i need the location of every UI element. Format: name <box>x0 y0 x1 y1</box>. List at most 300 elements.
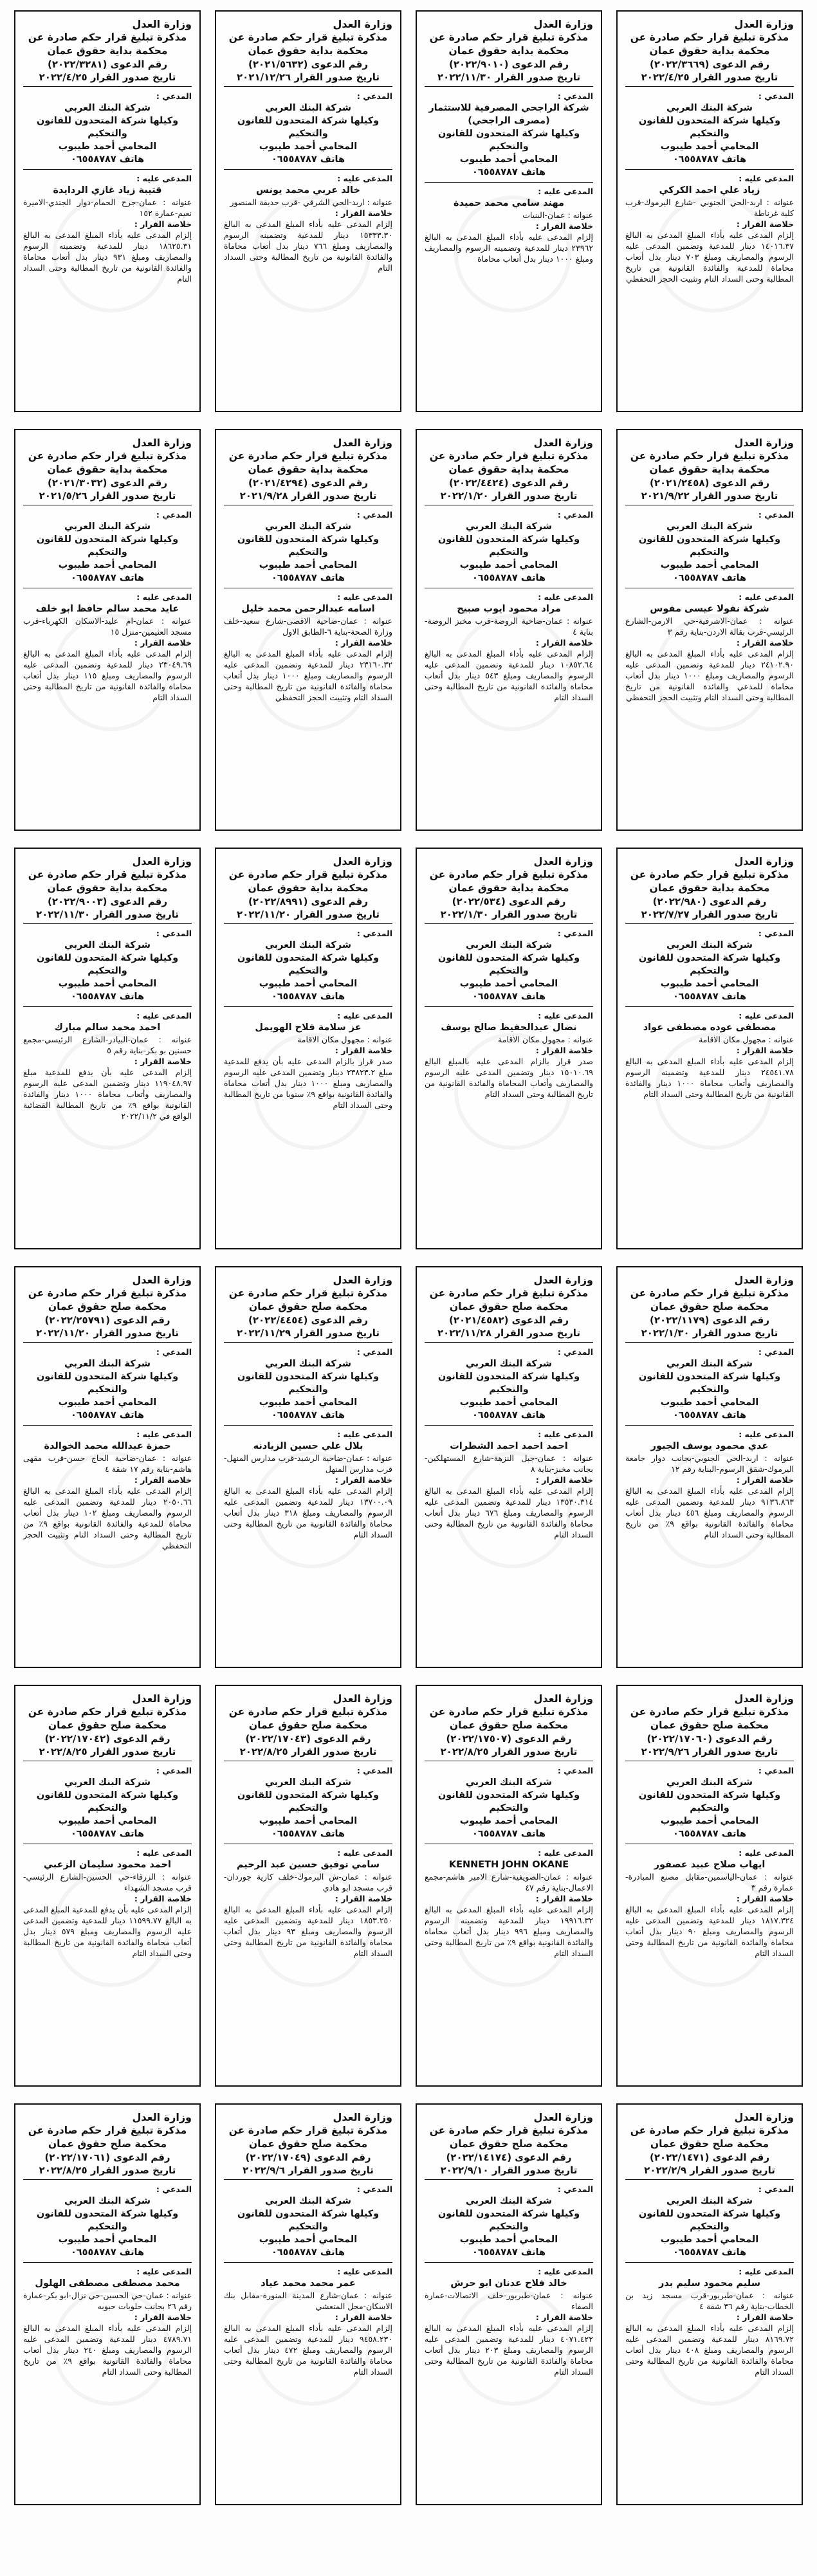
lawyer-name: المحامي أحمد طيبوب <box>259 1816 358 1826</box>
case-number: رقم الدعوى (٢٠٢٢/١٧٠٦٠) <box>647 1733 773 1745</box>
plaintiff-name: شركة البنك العربي <box>264 2196 352 2206</box>
lawyer-phone: هاتف ٠٦٥٥٨٧٨٧ <box>672 992 747 1002</box>
decision-summary: إلزام المدعى عليه بأداء المبلغ المدعى به البالغ ٢٣٩٦٢ دينار للمدعية وتضمينه الرسوم والمصاريف ومبلغ ١٠٠٠ دينار بدل أتعاب محاماة <box>425 232 593 264</box>
decision-summary: إلزام المدعى عليه بأداء المبلغ المدعى به البالغ ٢٤١٠٢.٩٠ دينار للمدعية وتضمين المدعى عليه الرسوم والمصاريف ومبلغ ١٠٠٠ دينار بدل أتعاب محاماة للمدعي والفائدة القانونية من تاريخ المطالبة وحتى السداد التام وتثبيت الحجز التحفظي <box>625 649 794 702</box>
ministry-label: وزارة العدل <box>533 2111 593 2123</box>
summary-label: خلاصة القرار : <box>335 1046 392 1055</box>
divider <box>425 182 593 183</box>
plaintiff-label: المدعي : <box>356 2184 392 2194</box>
decision-summary: إلزام المدعى عليه بأداء المبلغ المدعى به البالغ ١٠٨٥٢.٦٤ دينار للمدعية وتضمين المدعى عليه الرسوم والمصاريف ومبلغ ٥٤٣ دينار بدل أتعاب محاماة والفائدة القانونية من تاريخ المطالبة وحتى السداد التام <box>425 649 594 702</box>
court-notice <box>215 10 401 412</box>
notice-title: مذكرة تبليغ قرار حكم صادرة عن محكمة بداية حقوق عمان <box>28 869 187 894</box>
decision-date: تاريخ صدور القرار ٢٠٢٢/١١/٢٩ <box>224 1327 392 1343</box>
ministry-label: وزارة العدل <box>132 2111 192 2123</box>
divider <box>23 169 192 170</box>
agent-line: وكيلها شركة المتحدون للقانون والتحكيم <box>437 2209 580 2232</box>
court-notice <box>416 10 602 412</box>
notice-title: مذكرة تبليغ قرار حكم صادرة عن محكمة بداية حقوق عمان <box>28 450 187 475</box>
case-number: رقم الدعوى (٢٠٢١/٤٢٩٤) <box>248 477 368 489</box>
defendant-address: عنوانه : عمان-ضاحية الروضة-قرب مخبز الروضة-بناية ٤ <box>425 616 593 637</box>
plaintiff-label: المدعي : <box>356 1347 392 1357</box>
lawyer-name: المحامي أحمد طيبوب <box>459 979 558 989</box>
case-number: رقم الدعوى (٢٠٢٢/١٧٠٤٩) <box>245 2152 371 2163</box>
divider <box>23 1006 192 1007</box>
defendant-label: المدعى عليه : <box>739 1848 794 1858</box>
agent-line: وكيلها شركة المتحدون للقانون والتحكيم <box>36 534 179 558</box>
lawyer-name: المحامي أحمد طيبوب <box>58 1397 157 1408</box>
court-notice <box>14 848 201 1249</box>
defendant-name: اسامه عبدالرحمن محمد خليل <box>241 604 375 614</box>
defendant-label: المدعى عليه : <box>337 1848 392 1858</box>
lawyer-phone: هاتف ٠٦٥٥٨٧٨٧ <box>672 1410 747 1420</box>
decision-summary: إلزام المدعى عليه بأداء المبلغ المدعى به البالغ ٩١٣٦.٨٦٣ دينار للمدعية وتضمين المدعى عليه الرسوم والمصاريف ومبلغ ٤٥٦ دينار بدل أتعاب محاماة والفائدة القانونية بواقع ٩٪ من تاريخ المطالبة وحتى السداد التام <box>625 1486 794 1539</box>
defendant-name: خالد فلاح عدنان ابو حرش <box>450 2278 567 2289</box>
agent-line: وكيلها شركة المتحدون للقانون والتحكيم <box>36 116 179 139</box>
plaintiff-label: المدعي : <box>557 1347 593 1357</box>
plaintiff-label: المدعي : <box>758 510 794 520</box>
defendant-name: سامي توفيق حسين عبد الرحيم <box>236 1860 380 1870</box>
decision-summary: إلزام المدعى عليه بأداء المبلغ المدعى به البالغ ٤٧٨٩.٧١ دينار للمدعية وتضمين المدعى عليه الرسوم والمصاريف ومبلغ ٢٤٠ دينار بدل أتعاب محاماة والفائدة القانونية بواقع ٩٪ من تاريخ المطالبة وحتى السداد التام <box>23 2323 192 2377</box>
divider <box>23 2262 192 2263</box>
ministry-label: وزارة العدل <box>734 2111 794 2123</box>
summary-label: خلاصة القرار : <box>134 638 192 648</box>
summary-label: خلاصة القرار : <box>736 1046 794 1055</box>
plaintiff-label: المدعي : <box>156 1766 192 1775</box>
summary-label: خلاصة القرار : <box>134 1894 192 1903</box>
defendant-name: عمر محمد محمد عياد <box>261 2278 356 2289</box>
plaintiff-label: المدعي : <box>557 1766 593 1775</box>
defendant-name: KENNETH JOHN OKANE <box>448 1860 569 1870</box>
agent-line: وكيلها شركة المتحدون للقانون والتحكيم <box>237 116 380 139</box>
agent-line: وكيلها شركة المتحدون للقانون والتحكيم <box>237 1372 380 1395</box>
defendant-label: المدعى عليه : <box>538 2267 593 2276</box>
case-number: رقم الدعوى (٢٠٢١/٣٠٣٢) <box>48 477 167 489</box>
plaintiff-label: المدعي : <box>557 510 593 520</box>
defendant-address: عنوانه : اربد-الحي الجنوبي-بجانب دوار جامعة اليرموك-شقق الرسوم-البناية رقم ١٢ <box>625 1453 794 1474</box>
notice-title: مذكرة تبليغ قرار حكم صادرة عن محكمة صلح حقوق عمان <box>28 2125 187 2150</box>
notice-title: مذكرة تبليغ قرار حكم صادرة عن محكمة صلح حقوق عمان <box>228 1287 388 1312</box>
defendant-address: عنوانه : عمان-الياسمين-مقابل مصنع المبادرة-عمارة رقم ٣ <box>625 1872 794 1892</box>
lawyer-name: المحامي أحمد طيبوب <box>459 560 558 570</box>
decision-date: تاريخ صدور القرار ٢٠٢١/٩/٢٨ <box>224 489 392 505</box>
case-number: رقم الدعوى (٢٠٢٢/٩٨٠) <box>652 896 767 907</box>
lawyer-phone: هاتف ٠٦٥٥٨٧٨٧ <box>70 1410 145 1420</box>
divider <box>625 1425 794 1426</box>
case-number: رقم الدعوى (٢٠٢٢/٣٢٨١) <box>48 59 167 70</box>
divider <box>625 1006 794 1007</box>
defendant-label: المدعى عليه : <box>739 1011 794 1020</box>
defendant-address: عنوانه : مجهول مكان الاقامة <box>699 1035 794 1044</box>
decision-date: تاريخ صدور القرار ٢٠٢٢/١/٢٠ <box>425 489 593 505</box>
lawyer-name: المحامي أحمد طيبوب <box>660 1816 759 1826</box>
case-number: رقم الدعوى (٢٠٢٢/١٧٠٤٣) <box>245 1733 371 1745</box>
notice-title: مذكرة تبليغ قرار حكم صادرة عن محكمة بداية حقوق عمان <box>228 450 388 475</box>
lawyer-phone: هاتف ٠٦٥٥٨٧٨٧ <box>472 2247 546 2258</box>
defendant-name: عدي محمود يوسف الجبور <box>650 1441 769 1451</box>
decision-date: تاريخ صدور القرار ٢٠٢٢/١/٣٠ <box>625 1327 794 1343</box>
case-number: رقم الدعوى (٢٠٢١/٢٤٥٨) <box>650 477 769 489</box>
lawyer-name: المحامي أحمد طيبوب <box>259 2235 358 2245</box>
lawyer-phone: هاتف ٠٦٥٥٨٧٨٧ <box>70 2247 145 2258</box>
plaintiff-label: المدعي : <box>156 2184 192 2194</box>
defendant-name: نضال عبدالحفيظ صالح يوسف <box>441 1022 577 1033</box>
plaintiff-name: شركة البنك العربي <box>64 522 151 532</box>
agent-line: وكيلها شركة المتحدون للقانون والتحكيم <box>437 534 580 558</box>
decision-summary: إلزام المدعى عليه بأداء المبلغ المدعى به البالغ ١٨٥٣.٢٥٠ دينار للمدعية وتضمين المدعى عليه الرسوم والمصاريف ومبلغ ٩٣ دينار بدل أتعاب محاماة والفائدة القانونية من تاريخ المطالبة وحتى السداد التام <box>224 1905 393 1958</box>
ministry-label: وزارة العدل <box>533 1692 593 1705</box>
notice-title: مذكرة تبليغ قرار حكم صادرة عن محكمة بداية حقوق عمان <box>228 32 388 57</box>
lawyer-phone: هاتف ٠٦٥٥٨٧٨٧ <box>271 154 345 165</box>
lawyer-name: المحامي أحمد طيبوب <box>660 141 759 152</box>
defendant-address: عنوانه : اربد-الحي الشرقي -قرب حديقة المنصور <box>230 197 392 207</box>
defendant-address: عنوانه : عمان-الاشرفية-حي الارمن-الشارع الرئيسي-قرب بقالة الاردن-بناية رقم ٣ <box>625 616 794 637</box>
agent-line: وكيلها شركة المتحدون للقانون والتحكيم <box>437 953 580 976</box>
defendant-label: المدعى عليه : <box>739 174 794 183</box>
defendant-label: المدعى عليه : <box>337 174 392 183</box>
summary-label: خلاصة القرار : <box>335 638 392 648</box>
summary-label: خلاصة القرار : <box>535 2312 593 2322</box>
defendant-label: المدعى عليه : <box>337 1429 392 1439</box>
defendant-address: عنوانه : اربد-الحي الجنوبي -شارع اليرموك-قرب كلية غرناطة <box>625 197 794 218</box>
ministry-label: وزارة العدل <box>333 1692 392 1705</box>
defendant-label: المدعى عليه : <box>739 1429 794 1439</box>
notice-title: مذكرة تبليغ قرار حكم صادرة عن محكمة صلح حقوق عمان <box>28 1287 187 1312</box>
decision-summary: إلزام المدعى عليه بأداء المبلغ المدعى به البالغ ١٩٩١٦.٣٢ دينار للمدعية وتضمينه الرسوم والمصاريف ومبلغ ٩٩٦ دينار بدل أتعاب محاماة والفائدة القانونية بواقع ٩٪ من تاريخ المطالبة وحتى السداد التام <box>425 1905 593 1958</box>
lawyer-name: المحامي أحمد طيبوب <box>660 1397 759 1408</box>
decision-summary: صدر قرار بالزام المدعى عليه بأن يدفع للمدعية مبلغ ٢٣٨٢٣.٢ دينار وتضمين المدعى عليه الرسوم والمصاريف ومبلغ ١٠٠٠ دينار بدل أتعاب محاماة والفائدة القانونية بواقع ٩٪ سنويا من تاريخ المطالبة وحتى السداد التام <box>224 1057 393 1110</box>
plaintiff-name: شركة البنك العربي <box>264 1777 352 1788</box>
summary-label: خلاصة القرار : <box>736 638 794 648</box>
decision-date: تاريخ صدور القرار ٢٠٢١/١٢/٢٦ <box>224 71 392 87</box>
decision-date: تاريخ صدور القرار ٢٠٢٢/٨/٢٥ <box>23 1745 192 1761</box>
court-notice <box>616 2103 803 2505</box>
ministry-label: وزارة العدل <box>132 437 192 449</box>
notice-title: مذكرة تبليغ قرار حكم صادرة عن محكمة صلح حقوق عمان <box>228 1706 388 1731</box>
summary-label: خلاصة القرار : <box>535 1475 593 1485</box>
case-number: رقم الدعوى (٢٠٢٢/٤٤٥٤) <box>248 1314 368 1326</box>
divider <box>625 169 794 170</box>
agent-line: وكيلها شركة المتحدون للقانون والتحكيم <box>437 1790 580 1813</box>
plaintiff-label: المدعي : <box>156 91 192 101</box>
ministry-label: وزارة العدل <box>734 1274 794 1286</box>
decision-date: تاريخ صدور القرار ٢٠٢٢/١١/٣٠ <box>425 71 593 87</box>
lawyer-phone: هاتف ٠٦٥٥٨٧٨٧ <box>70 573 145 583</box>
plaintiff-label: المدعي : <box>356 929 392 938</box>
summary-label: خلاصة القرار : <box>134 1475 192 1485</box>
ministry-label: وزارة العدل <box>734 18 794 30</box>
agent-line: وكيلها شركة المتحدون للقانون والتحكيم <box>237 534 380 558</box>
plaintiff-name: شركة البنك العربي <box>666 103 753 113</box>
plaintiff-name: شركة البنك العربي <box>264 940 352 950</box>
lawyer-name: المحامي أحمد طيبوب <box>259 560 358 570</box>
divider <box>224 1006 392 1007</box>
ministry-label: وزارة العدل <box>734 437 794 449</box>
plaintiff-name: شركة البنك العربي <box>64 940 151 950</box>
defendant-label: المدعى عليه : <box>538 1848 593 1858</box>
plaintiff-name: شركة البنك العربي <box>666 522 753 532</box>
plaintiff-label: المدعي : <box>758 2184 794 2194</box>
summary-label: خلاصة القرار : <box>134 219 192 229</box>
decision-summary: إلزام المدعى عليه بأداء المبلغ المدعى به البالغ ١٣٧٠٠.٠٩ دينار للمدعية وتضمين المدعى عليه الرسوم والمصاريف ومبلغ ٣١٨ دينار بدل أتعاب محاماة والفائدة القانونية من تاريخ المطالبة وحتى السداد التام <box>224 1486 393 1539</box>
plaintiff-name: شركة البنك العربي <box>64 1359 151 1369</box>
decision-date: تاريخ صدور القرار ٢٠٢٢/٩/٢٦ <box>625 1745 794 1761</box>
lawyer-phone: هاتف ٠٦٥٥٨٧٨٧ <box>472 167 546 177</box>
plaintiff-name: شركة البنك العربي <box>465 1777 553 1788</box>
court-notice <box>14 429 201 831</box>
lawyer-name: المحامي أحمد طيبوب <box>459 1816 558 1826</box>
summary-label: خلاصة القرار : <box>535 638 593 648</box>
decision-summary: إلزام المدعى عليه بأداء المبلغ المدعى به البالغ ١٣٥٣٠.٣١٤ دينار للمدعية وتضمين المدعى عليه الرسوم والمصاريف ومبلغ ٦٧٦ دينار بدل أتعاب محاماة والفائدة القانونية من تاريخ المطالبة وحتى السداد التام <box>425 1486 594 1539</box>
case-number: رقم الدعوى (٢٠٢٢/٥٣٤) <box>452 896 566 907</box>
defendant-label: المدعى عليه : <box>739 592 794 602</box>
defendant-label: المدعى عليه : <box>337 1011 392 1020</box>
defendant-name: احمد محمود سليمان الزعبي <box>44 1860 171 1870</box>
divider <box>224 2262 392 2263</box>
court-notice <box>416 429 602 831</box>
court-notice <box>215 2103 401 2505</box>
notice-title: مذكرة تبليغ قرار حكم صادرة عن محكمة صلح حقوق عمان <box>630 1706 789 1731</box>
lawyer-phone: هاتف ٠٦٥٥٨٧٨٧ <box>672 2247 747 2258</box>
lawyer-phone: هاتف ٠٦٥٥٨٧٨٧ <box>70 154 145 165</box>
plaintiff-label: المدعي : <box>758 929 794 938</box>
plaintiff-name: شركة البنك العربي <box>64 1777 151 1788</box>
agent-line: وكيلها شركة المتحدون للقانون والتحكيم <box>36 2209 179 2232</box>
summary-label: خلاصة القرار : <box>134 1057 192 1066</box>
defendant-name: سليم محمود سليم بدر <box>659 2278 760 2289</box>
plaintiff-label: المدعي : <box>758 91 794 101</box>
ministry-label: وزارة العدل <box>333 18 392 30</box>
decision-summary: إلزام المدعى عليه بأداء المبلغ المدعى به البالغ ٢٣١٦٠.٣٢ دينار للمدعية وتضمين المدعى عليه الرسوم والمصاريف ومبلغ ١٠٠٠ دينار بدل أتعاب محاماة والفائدة القانونية من تاريخ المطالبة وحتى السداد التام وتثبيت الحجز التحفظي <box>224 649 392 702</box>
court-notice <box>215 1685 401 2087</box>
summary-label: خلاصة القرار : <box>335 208 392 218</box>
lawyer-name: المحامي أحمد طيبوب <box>459 2235 558 2245</box>
defendant-label: المدعى عليه : <box>538 1011 593 1020</box>
court-notice <box>14 1266 201 1668</box>
defendant-address: عنوانه : عمان-طبربور-قرب مسجد زيد بن الخطاب-بناية رقم ٣٦ شقة ٤ <box>625 2290 794 2311</box>
plaintiff-label: المدعي : <box>356 510 392 520</box>
defendant-name: مهند سامي محمد حميدة <box>454 198 564 208</box>
ministry-label: وزارة العدل <box>333 855 392 867</box>
agent-line: وكيلها شركة المتحدون للقانون والتحكيم <box>237 2209 380 2232</box>
case-number: رقم الدعوى (٢٠٢٢/٩٠١٠) <box>449 59 569 70</box>
court-notice <box>416 1266 602 1668</box>
notice-title: مذكرة تبليغ قرار حكم صادرة عن محكمة بداية حقوق عمان <box>429 32 589 57</box>
defendant-address: عنوانه : عمان-البنيات <box>522 210 593 220</box>
lawyer-phone: هاتف ٠٦٥٥٨٧٨٧ <box>672 573 747 583</box>
plaintiff-label: المدعي : <box>156 1347 192 1357</box>
case-number: رقم الدعوى (٢٠٢٢/١٤١٧٤) <box>446 2152 572 2163</box>
court-notice <box>616 10 803 412</box>
ministry-label: وزارة العدل <box>533 855 593 867</box>
notice-title: مذكرة تبليغ قرار حكم صادرة عن محكمة صلح حقوق عمان <box>429 1287 589 1312</box>
defendant-name: ايهاب صلاح عبيد عصفور <box>654 1860 766 1870</box>
decision-date: تاريخ صدور القرار ٢٠٢٢/٨/٢٥ <box>23 2164 192 2180</box>
defendant-address: عنوانه : عمان-شارع المدينة المنورة-مقابل بنك الاسكان-محل المنعشي <box>224 2290 392 2311</box>
ministry-label: وزارة العدل <box>734 855 794 867</box>
court-notice <box>215 848 401 1249</box>
court-notice <box>616 1685 803 2087</box>
summary-label: خلاصة القرار : <box>535 1046 593 1055</box>
divider <box>23 1425 192 1426</box>
decision-summary: إلزام المدعى عليه بأداء المبلغ المدعى به البالغ ١٥٣٣٣.٣٠ دينار للمدعية وتضمينه الرسوم والمصاريف ومبلغ ٧٦٦ دينار بدل أتعاب محاماة والفائدة القانونية من تاريخ المطالبة وحتى السداد التام <box>224 219 392 273</box>
lawyer-name: المحامي أحمد طيبوب <box>58 560 157 570</box>
defendant-address: عنوانه : عمان-البيادر-الشارع الرئيسي-مجمع حسنين بو بكر-بناية رقم ٥ <box>23 1035 192 1055</box>
case-number: رقم الدعوى (٢٠٢٢/٣٦٦٩) <box>650 59 769 70</box>
plaintiff-name: شركة البنك العربي <box>465 940 553 950</box>
summary-label: خلاصة القرار : <box>335 1475 392 1485</box>
lawyer-name: المحامي أحمد طيبوب <box>660 2235 759 2245</box>
plaintiff-name: شركة البنك العربي <box>64 103 151 113</box>
court-notice <box>215 1266 401 1668</box>
defendant-label: المدعى عليه : <box>136 1429 192 1439</box>
defendant-name: قتيبة زياد غازي الردايدة <box>53 185 162 195</box>
agent-line: وكيلها شركة المتحدون للقانون والتحكيم <box>36 1372 179 1395</box>
lawyer-name: المحامي أحمد طيبوب <box>459 1397 558 1408</box>
court-notice <box>416 2103 602 2505</box>
decision-date: تاريخ صدور القرار ٢٠٢٢/٤/٢٥ <box>625 71 794 87</box>
ministry-label: وزارة العدل <box>132 855 192 867</box>
plaintiff-label: المدعي : <box>758 1766 794 1775</box>
case-number: رقم الدعوى (٢٠٢٢/٢٥٧٩١) <box>44 1314 170 1326</box>
agent-line: وكيلها شركة المتحدون للقانون والتحكيم <box>36 953 179 976</box>
defendant-name: شركة نقولا عيسى مقوس <box>650 604 769 614</box>
defendant-label: المدعى عليه : <box>538 592 593 602</box>
case-number: رقم الدعوى (٢٠٢٢/١٧٠٤٢) <box>44 1733 170 1745</box>
decision-summary: إلزام المدعى عليه بأداء المبلغ المدعى به البالغ ١٨١٧.٣٢٤ دينار للمدعية وتضمين المدعى عليه الرسوم والمصاريف ومبلغ ٩٠ دينار بدل أتعاب محاماة والفائدة القانونية من تاريخ المطالبة وحتى السداد التام <box>625 1905 794 1958</box>
lawyer-phone: هاتف ٠٦٥٥٨٧٨٧ <box>472 1829 546 1839</box>
decision-summary: إلزام المدعى عليه بأداء المبلغ المدعى به البالغ ٢٠٥٠.٦٦ دينار للمدعية وتضمين المدعى عليه الرسوم والمصاريف ومبلغ ١٠٢ دينار بدل أتعاب محاماة للمدعية والفائدة القانونية بواقع ٩٪ من تاريخ المطالبة وحتى السداد التام وتثبيت الحجز التحفظي <box>23 1486 192 1550</box>
divider <box>425 1006 593 1007</box>
decision-date: تاريخ صدور القرار ٢٠٢٢/٨/٢٥ <box>224 1745 392 1761</box>
lawyer-phone: هاتف ٠٦٥٥٨٧٨٧ <box>472 573 546 583</box>
lawyer-name: المحامي أحمد طيبوب <box>58 141 157 152</box>
decision-summary: إلزام المدعى عليه بأن يدفع للمدعية مبلغ ١١٩٠٤٨.٩٧ دينار وتضمين المدعى عليه الرسوم والمصاريف وأتعاب محاماة ١٠٠٠ دينار والفائدة القانونية بواقع ٩٪ من تاريخ المطالبة القضائية الواقع في ٢٠٢٢/١١/٢ <box>23 1067 192 1121</box>
ministry-label: وزارة العدل <box>132 18 192 30</box>
plaintiff-name: شركة البنك العربي <box>64 2196 151 2206</box>
court-notice <box>416 848 602 1249</box>
summary-label: خلاصة القرار : <box>335 2312 392 2322</box>
decision-summary: إلزام المدعى عليه بأداء المبلغ المدعى به البالغ ٢٤٥٤١.٧٨ دينار للمدعية وتضمينه الرسوم والمصاريف وأتعاب محاماة ١٠٠٠ دينار والفائدة القانونية من تاريخ المطالبة وحتى السداد التام <box>625 1057 794 1099</box>
ministry-label: وزارة العدل <box>333 2111 392 2123</box>
lawyer-phone: هاتف ٠٦٥٥٨٧٨٧ <box>271 992 345 1002</box>
defendant-label: المدعى عليه : <box>337 592 392 602</box>
agent-line: وكيلها شركة المتحدون للقانون والتحكيم <box>437 129 580 152</box>
lawyer-phone: هاتف ٠٦٥٥٨٧٨٧ <box>472 992 546 1002</box>
defendant-name: مصطفى عوده مصطفى عواد <box>643 1022 776 1033</box>
notice-title: مذكرة تبليغ قرار حكم صادرة عن محكمة بداية حقوق عمان <box>28 32 187 57</box>
decision-date: تاريخ صدور القرار ٢٠٢٢/٢/٩ <box>625 2164 794 2180</box>
defendant-name: عايد محمد سالم حافظ ابو خلف <box>35 604 179 614</box>
case-number: رقم الدعوى (٢٠٢١/٥٦٣٢) <box>248 59 368 70</box>
summary-label: خلاصة القرار : <box>736 219 794 229</box>
defendant-label: المدعى عليه : <box>136 1848 192 1858</box>
lawyer-name: المحامي أحمد طيبوب <box>259 979 358 989</box>
defendant-name: عز سلامة فلاح الهويمل <box>255 1022 362 1033</box>
agent-line: وكيلها شركة المتحدون للقانون والتحكيم <box>237 953 380 976</box>
plaintiff-name: شركة البنك العربي <box>666 1777 753 1788</box>
defendant-name: بلال علي حسين الزيادنه <box>253 1441 363 1451</box>
summary-label: خلاصة القرار : <box>736 2312 794 2322</box>
court-notice <box>416 1685 602 2087</box>
case-number: رقم الدعوى (٢٠٢٢/١٧٠٦١) <box>44 2152 170 2163</box>
court-notice <box>616 1266 803 1668</box>
divider <box>224 1425 392 1426</box>
defendant-address: عنوانه : عمان-طبربور-خلف الاتصالات-عمارة الصفاء <box>425 2290 593 2311</box>
defendant-address: عنوانه : مجهول مكان الاقامة <box>498 1035 593 1044</box>
ministry-label: وزارة العدل <box>132 1692 192 1705</box>
defendant-address: عنوانه : عمان-جبل النزهة-شارع المستهلكين-بجانب مخبز-بناية ٨ <box>425 1453 593 1474</box>
agent-line: وكيلها شركة المتحدون للقانون والتحكيم <box>638 534 781 558</box>
lawyer-name: المحامي أحمد طيبوب <box>259 1397 358 1408</box>
case-number: رقم الدعوى (٢٠٢٢/١٤٧١) <box>650 2152 769 2163</box>
decision-summary: إلزام المدعى عليه بأداء المبلغ المدعى به البالغ ١٨٦٢٥.٣١ دينار للمدعية وتضمينه الرسوم والمصاريف ومبلغ ٩٣١ دينار بدل أتعاب محاماة والفائدة القانونية من تاريخ المطالبة وحتى السداد التام <box>23 230 192 284</box>
divider <box>425 1425 593 1426</box>
case-number: رقم الدعوى (٢٠٢٢/٨٩٩١) <box>248 896 368 907</box>
defendant-name: خالد عربي محمد يونس <box>256 185 360 195</box>
divider <box>425 2262 593 2263</box>
decision-summary: إلزام المدعى عليه بأن يدفع للمدعية المبلغ المدعى به البالغ ١١٥٩٩.٧٧ دينار للمدعية وتضمين المدعى عليه الرسوم والمصاريف ومبلغ ٥٧٩ دينار بدل أتعاب محاماة والفائدة القانونية من تاريخ المطالبة وحتى السداد التام <box>23 1905 192 1958</box>
notice-title: مذكرة تبليغ قرار حكم صادرة عن محكمة صلح حقوق عمان <box>630 1287 789 1312</box>
plaintiff-name: شركة البنك العربي <box>465 2196 553 2206</box>
defendant-label: المدعى عليه : <box>337 2267 392 2276</box>
notice-title: مذكرة تبليغ قرار حكم صادرة عن محكمة صلح حقوق عمان <box>228 2125 388 2150</box>
defendant-label: المدعى عليه : <box>136 1011 192 1020</box>
notice-title: مذكرة تبليغ قرار حكم صادرة عن محكمة بداية حقوق عمان <box>429 869 589 894</box>
decision-summary: إلزام المدعى عليه بأداء المبلغ المدعى به البالغ ٩٤٥٨.٢٣٠ دينار للمدعية وتضمين المدعى عليه الرسوم والمصاريف ومبلغ ٤٧٢ دينار بدل أتعاب محاماة والفائدة القانونية من تاريخ المطالبة وحتى السداد التام <box>224 2323 393 2377</box>
plaintiff-label: المدعي : <box>758 1347 794 1357</box>
defendant-address: عنوانه : عمان-ضاحية الاقصى-شارع سعيد-خلف وزارة الصحة-بناية ٦-الطابق الاول <box>224 616 392 637</box>
decision-date: تاريخ صدور القرار ٢٠٢٢/١١/٢٠ <box>23 1327 192 1343</box>
divider <box>224 169 392 170</box>
lawyer-phone: هاتف ٠٦٥٥٨٧٨٧ <box>70 992 145 1002</box>
plaintiff-label: المدعي : <box>557 2184 593 2194</box>
summary-label: خلاصة القرار : <box>736 1475 794 1485</box>
defendant-address: عنوانه : الزرقاء-حي الحسين-الشارع الرئيسي-قرب مسجد الشهداء <box>23 1872 192 1892</box>
summary-label: خلاصة القرار : <box>535 1894 593 1903</box>
ministry-label: وزارة العدل <box>734 1692 794 1705</box>
lawyer-phone: هاتف ٠٦٥٥٨٧٨٧ <box>271 573 345 583</box>
agent-line: وكيلها شركة المتحدون للقانون والتحكيم <box>237 1790 380 1813</box>
defendant-label: المدعى عليه : <box>136 592 192 602</box>
decision-summary: إلزام المدعى عليه بأداء المبلغ المدعى به البالغ ٨١٦٩.٧٢ دينار للمدعية وتضمين المدعى عليه الرسوم والمصاريف ومبلغ ٤٠٨ دينار بدل أتعاب محاماة والفائدة القانونية من تاريخ المطالبة وحتى السداد التام <box>625 2323 794 2377</box>
agent-line: وكيلها شركة المتحدون للقانون والتحكيم <box>437 1372 580 1395</box>
case-number: رقم الدعوى (٢٠٢٢/٤٤٢٤) <box>449 477 569 489</box>
decision-summary: صدر قرار بالزام المدعى عليه بالمبلغ البالغ ١٥٠١٠.٦٩ دينار وتضمين المدعى عليه الرسوم والمصاريف وأتعاب المحاماة والفائدة القانونية من تاريخ المطالبة وحتى السداد التام <box>425 1057 593 1099</box>
ministry-label: وزارة العدل <box>533 18 593 30</box>
defendant-label: المدعى عليه : <box>136 174 192 183</box>
agent-line: وكيلها شركة المتحدون للقانون والتحكيم <box>36 1790 179 1813</box>
defendant-address: عنوانه : عمان-الصويفية-شارع الامير هاشم-مجمع الاعمال-بناية رقم ٤٧ <box>425 1872 593 1892</box>
defendant-name: زياد علي احمد الكركي <box>659 185 760 195</box>
lawyer-phone: هاتف ٠٦٥٥٨٧٨٧ <box>672 154 747 165</box>
decision-summary: إلزام المدعى عليه بأداء المبلغ المدعى به البالغ ٢٣٠٤٩.٦٩ دينار للمدعية وتضمين المدعى عليه الرسوم والمصاريف ومبلغ ١١٥ دينار بدل أتعاب محاماة والفائدة القانونية من تاريخ المطالبة وحتى السداد التام <box>23 649 192 702</box>
summary-label: خلاصة القرار : <box>535 221 593 231</box>
ministry-label: وزارة العدل <box>333 1274 392 1286</box>
notice-title: مذكرة تبليغ قرار حكم صادرة عن محكمة صلح حقوق عمان <box>630 2125 789 2150</box>
decision-date: تاريخ صدور القرار ٢٠٢٢/٩/٦ <box>224 2164 392 2180</box>
decision-summary: إلزام المدعى عليه بأداء المبلغ المدعى به البالغ ٤٠٧١.٤٢٢ دينار للمدعية وتضمين المدعى عليه الرسوم والمصاريف ومبلغ ٢٠٣ دينار بدل أتعاب محاماة والفائدة القانونية من تاريخ المطالبة وحتى السداد التام <box>425 2323 594 2377</box>
defendant-address: عنوانه : عمان-ش البرموك-خلف كازية جوردان-قرب مسجد ابو هادي <box>224 1872 392 1892</box>
summary-label: خلاصة القرار : <box>134 2312 192 2322</box>
lawyer-phone: هاتف ٠٦٥٥٨٧٨٧ <box>271 1410 345 1420</box>
defendant-address: عنوانه : عمان-ام عليد-الاسكان الكهرباء-قرب مسجد العثيمين-منزل ١٥ <box>23 616 192 637</box>
notice-title: مذكرة تبليغ قرار حكم صادرة عن محكمة بداية حقوق عمان <box>429 450 589 475</box>
decision-date: تاريخ صدور القرار ٢٠٢٢/١١/٢٠ <box>224 908 392 924</box>
plaintiff-name: شركة البنك العربي <box>666 2196 753 2206</box>
plaintiff-label: المدعي : <box>156 929 192 938</box>
court-notice <box>616 429 803 831</box>
plaintiff-name: شركة البنك العربي <box>465 522 553 532</box>
